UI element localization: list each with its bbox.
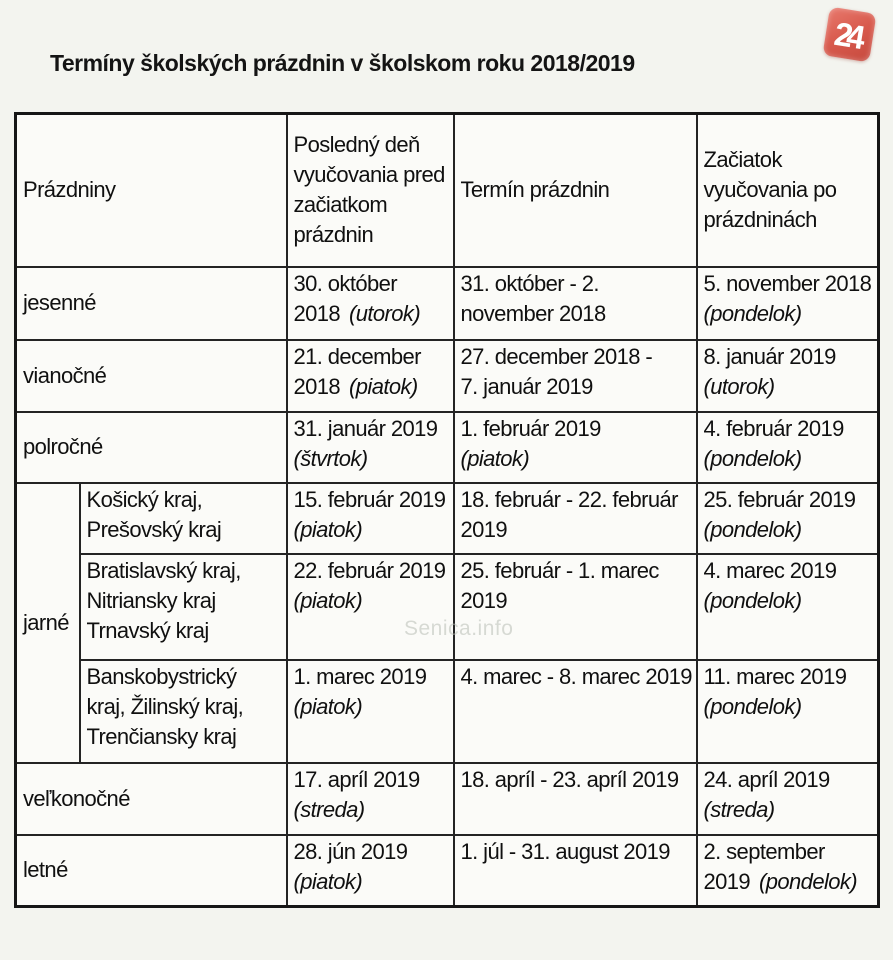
header-term: Termín prázdnin [454,114,697,267]
senica-info-watermark: Senica.info [404,617,514,640]
cell-jarne3-region: Banskobystrický kraj, Žilinský kraj, Trenčiansky kraj [80,660,287,763]
cell-jarne2-term: 25. február - 1. marec 2019 [454,554,697,660]
row-jarne-kosicky [16,483,879,554]
cell-letne-term: 1. júl - 31. august 2019 [454,835,697,907]
cell-jarne3-term: 4. marec - 8. marec 2019 [454,660,697,763]
cell-jarne1-region: Košický kraj, Prešovský kraj [80,483,287,554]
header-row [16,114,879,267]
row-label-polrocne: polročné [16,412,287,483]
cell-polrocne-start: 4. február 2019 (pondelok) [697,412,879,483]
brand-24-logo [822,7,876,63]
cell-velkonocne-last-day: 17. apríl 2019 (streda) [287,763,454,835]
cell-jarne3-last-day: 1. marec 2019 (piatok) [287,660,454,763]
header-last-day: Posledný deň vyučovania pred začiatkom prázdnin [287,114,454,267]
cell-jarne1-last-day: 15. február 2019 (piatok) [287,483,454,554]
cell-jarne1-term: 18. február - 22. február 2019 [454,483,697,554]
cell-jarne1-start: 25. február 2019 (pondelok) [697,483,879,554]
header-start: Začiatok vyučovania po prázdninách [697,114,879,267]
cell-jarne2-last-day: 22. február 2019 (piatok) [287,554,454,660]
holidays-table [14,112,880,908]
cell-polrocne-term: 1. február 2019 (piatok) [454,412,697,483]
cell-letne-last-day: 28. jún 2019 (piatok) [287,835,454,907]
row-label-jarne: jarné [16,483,80,763]
cell-jesenne-start: 5. november 2018 (pondelok) [697,267,879,340]
row-label-jesenne: jesenné [16,267,287,340]
row-label-letne: letné [16,835,287,907]
cell-letne-start: 2. september 2019 (pondelok) [697,835,879,907]
logo-24-text: 24 [831,14,863,55]
cell-jarne2-region: Bratislavský kraj, Nitriansky kraj Trnavský kraj [80,554,287,660]
header-prazdniny [16,114,287,267]
row-jesenne [16,267,879,340]
header-prazdniny-label: Prázdniny [23,177,116,203]
cell-vianocne-last-day: 21. december 2018 (piatok) [287,340,454,412]
cell-jarne2-start: 4. marec 2019 (pondelok) [697,554,879,660]
row-label-vianocne: vianočné [16,340,287,412]
cell-polrocne-last-day: 31. január 2019 (štvrtok) [287,412,454,483]
cell-velkonocne-term: 18. apríl - 23. apríl 2019 [454,763,697,835]
cell-jesenne-last-day: 30. október 2018 (utorok) [287,267,454,340]
row-label-velkonocne: veľkonočné [16,763,287,835]
row-polrocne [16,412,879,483]
row-jarne-banskobystricky [16,660,879,763]
cell-vianocne-term: 27. december 2018 - 7. január 2019 [454,340,697,412]
cell-vianocne-start: 8. január 2019 (utorok) [697,340,879,412]
cell-velkonocne-start: 24. apríl 2019 (streda) [697,763,879,835]
row-jarne-bratislavsky [16,554,879,660]
cell-jesenne-term: 31. október - 2. november 2018 [454,267,697,340]
row-vianocne [16,340,879,412]
cell-jarne3-start: 11. marec 2019 (pondelok) [697,660,879,763]
row-velkonocne [16,763,879,835]
row-letne [16,835,879,907]
page-title: Termíny školských prázdnin v školskom roku 2018/2019 [50,50,635,76]
